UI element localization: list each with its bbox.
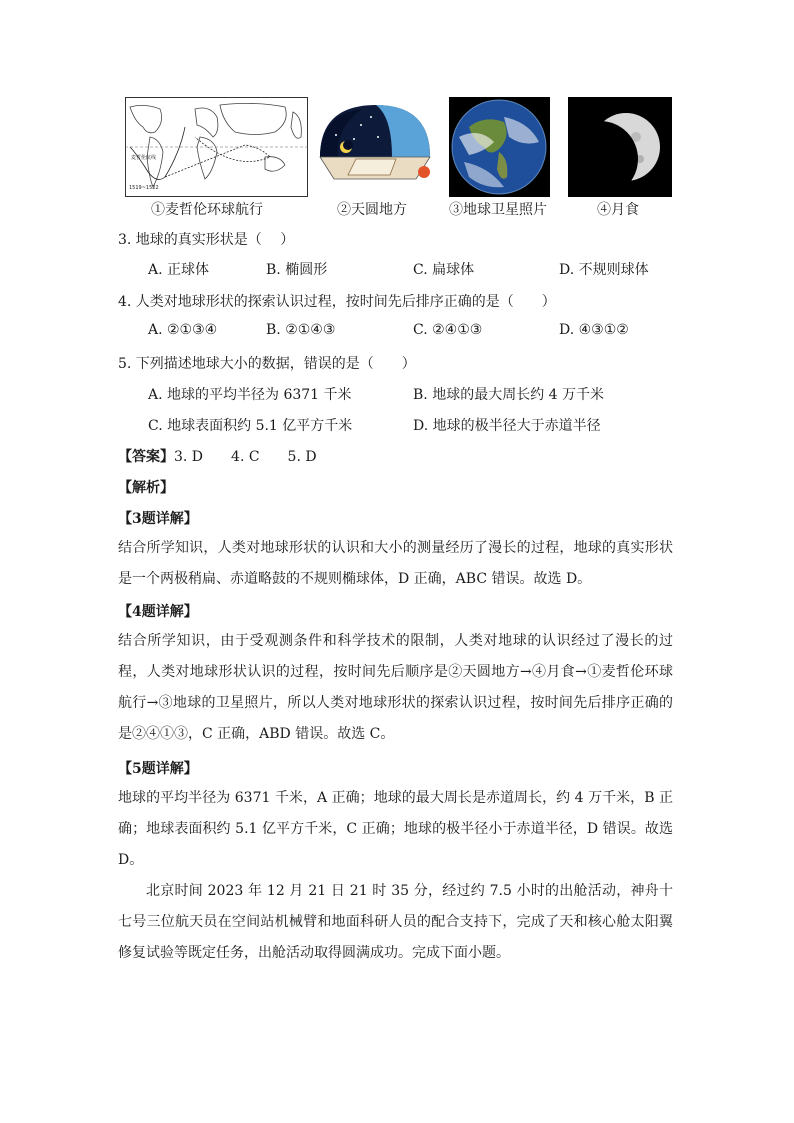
detail-4-title: 【4题详解】 [118,604,198,620]
detail-4-text: 结合所学知识，由于受观测条件和科学技术的限制，人类对地球的认识经过了漫长的过程，人类对地球形状认识的过程，按时间先后顺序是②天圆地方→④月食→①麦哲伦环球航行→③地球的卫星照片，所以人类对地球形状的探索认识过程，按时间先后排序正确的是②④①③，C 正确，ABD 错误。故选 C。 [118,633,673,742]
question-4-option-d: D. ④③①② [559,322,629,338]
detail-5-title: 【5题详解】 [118,761,198,777]
question-5-option-b: B. 地球的最大周长约 4 万千米 [413,387,604,403]
question-3-option-c: C. 扁球体 [413,262,475,278]
question-5-option-a: A. 地球的平均半径为 6371 千米 [148,387,352,403]
earth-satellite-photo [449,97,550,197]
world-map-icon [125,97,308,197]
figure-caption-3: ③地球卫星照片 [449,202,547,218]
reading-passage: 北京时间 2023 年 12 月 21 日 21 时 35 分，经过约 7.5 小时的出舱活动，神舟十七号三位航天员在空间站机械臂和地面科研人员的配合支持下，完成了天和核心舱太阳翼修复试验等既定任务，出舱活动取得圆满成功。完成下面小题。 [118,883,673,961]
lunar-eclipse-photo [568,97,672,197]
figure-caption-1: ①麦哲伦环球航行 [151,202,263,218]
question-4-option-c: C. ②④①③ [413,322,483,338]
magellan-route-map [125,97,308,197]
moon-icon [568,97,672,197]
question-4-option-b: B. ②①④③ [266,322,336,338]
detail-3-title: 【3题详解】 [118,511,198,527]
figure-caption-2: ②天圆地方 [337,202,407,218]
question-3-option-b: B. 椭圆形 [266,262,328,278]
question-4-option-a: A. ②①③④ [148,322,218,338]
earth-icon [449,97,550,197]
question-3-stem: 3. 地球的真实形状是（ ） [118,232,295,248]
answer-text: 3. D 4. C 5. D [174,449,317,465]
question-3-option-d: D. 不规则球体 [559,262,649,278]
dome-icon [316,97,434,197]
map-years-text: 1519~1522 [129,185,159,191]
question-3-option-a: A. 正球体 [148,262,210,278]
detail-5-text: 地球的平均半径为 6371 千米，A 正确；地球的最大周长是赤道周长，约 4 万千米，B 正确；地球表面积约 5.1 亿平方千米，C 正确；地球的极半径小于赤道半径，D 错误。故选 D。 [118,790,673,868]
analysis-label: 【解析】 [118,480,174,496]
question-5-option-d: D. 地球的极半径大于赤道半径 [413,418,601,434]
figure-caption-4: ④月食 [597,202,639,218]
heaven-round-earth-square-illustration [316,97,434,197]
answer-label: 【答案】 [118,449,174,465]
question-4-stem: 4. 人类对地球形状的探索认识过程，按时间先后排序正确的是（ ） [118,294,556,310]
map-legend-text: 麦哲伦航线 [131,155,157,161]
detail-3-text: 结合所学知识，人类对地球形状的认识和大小的测量经历了漫长的过程，地球的真实形状是一个两极稍扁、赤道略鼓的不规则椭球体，D 正确，ABC 错误。故选 D。 [118,540,673,587]
question-5-stem: 5. 下列描述地球大小的数据，错误的是（ ） [118,356,416,372]
question-5-option-c: C. 地球表面积约 5.1 亿平方千米 [148,418,353,434]
answer-line [118,446,317,466]
